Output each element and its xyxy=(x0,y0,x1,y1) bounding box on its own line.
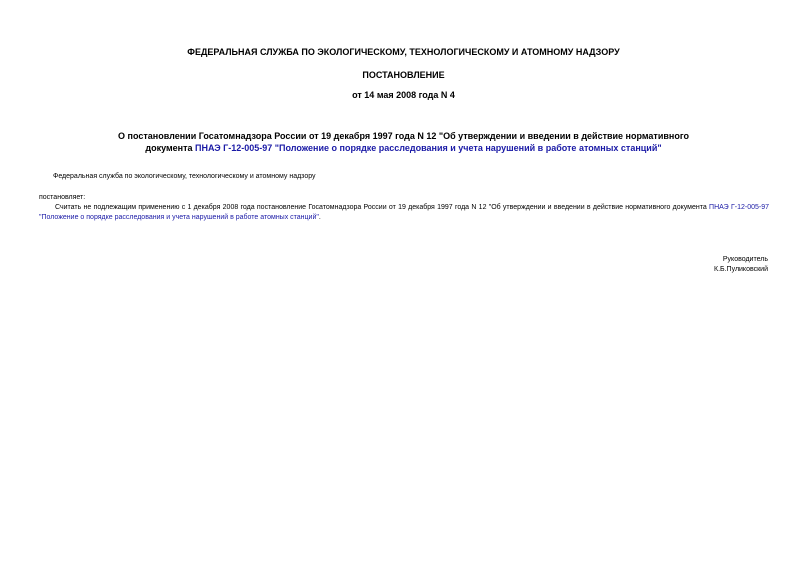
issuer-text: Федеральная служба по экологическому, технологическому и атомному надзору xyxy=(53,173,316,180)
subject-document-link[interactable]: ПНАЭ Г-12-005-97 "Положение о порядке расследования и учета нарушений в работе атомных станций" xyxy=(195,143,662,153)
document-date: от 14 мая 2008 года N 4 xyxy=(352,90,455,100)
subject-text: О постановлении Госатомнадзора России от 19 декабря 1997 года N 12 "Об утверждении и введении в действие нормативного документа xyxy=(118,131,689,153)
signature-block xyxy=(714,255,768,275)
agency-title: ФЕДЕРАЛЬНАЯ СЛУЖБА ПО ЭКОЛОГИЧЕСКОМУ, ТЕХНОЛОГИЧЕСКОМУ И АТОМНОМУ НАДЗОРУ xyxy=(187,47,620,57)
decree-document-link[interactable]: ПНАЭ Г-12-005-97 "Положение о порядке расследования и учета нарушений в работе атомных станций" xyxy=(39,204,769,221)
decree-paragraph xyxy=(39,203,769,223)
decree-word: постановляет: xyxy=(39,194,86,201)
decree-end: . xyxy=(318,214,321,221)
signature-title: Руководитель xyxy=(722,256,768,263)
document-type: ПОСТАНОВЛЕНИЕ xyxy=(362,70,445,80)
decree-text: Считать не подлежащим применению с 1 декабря 2008 года постановление Госатомнадзора России от 19 декабря 1997 года N 12 "Об утверждении и введении в действие нормативного документа xyxy=(55,204,710,211)
signature-name: К.Б.Пуликовский xyxy=(714,266,768,273)
document-subject xyxy=(100,130,707,154)
